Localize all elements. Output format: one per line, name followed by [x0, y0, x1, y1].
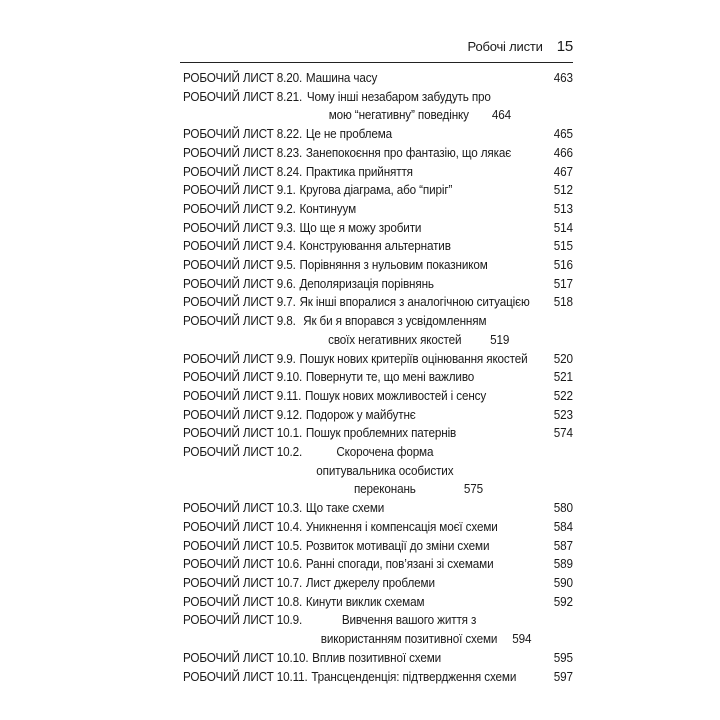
entry-label: РОБОЧИЙ ЛИСТ 9.2. [183, 201, 296, 216]
entry-page-number: 594 [512, 632, 532, 647]
entry-title: Лист джерелу проблеми [305, 575, 435, 590]
toc-entry [183, 387, 573, 406]
toc-entry [183, 293, 573, 312]
entry-label: РОБОЧИЙ ЛИСТ 8.20. [183, 71, 303, 85]
entry-title: Пошук нових можливостей і сенсу [304, 388, 487, 403]
entry-page-number: 575 [463, 482, 484, 497]
entry-label: РОБОЧИЙ ЛИСТ 9.5. [183, 258, 296, 273]
entry-page-number: 519 [490, 332, 510, 347]
entry-label: РОБОЧИЙ ЛИСТ 8.24. [183, 164, 303, 179]
toc-entry [183, 350, 573, 369]
entry-title: Уникнення і компенсація моєї схеми [305, 519, 498, 534]
entry-page-number: 467 [553, 164, 573, 179]
entry-label: РОБОЧИЙ ЛИСТ 8.23. [183, 145, 303, 160]
toc-entry [183, 424, 573, 443]
entry-label: РОБОЧИЙ ЛИСТ 10.9. [183, 613, 303, 628]
toc-entry [183, 555, 573, 574]
toc-entry [183, 406, 573, 425]
entry-page-number: 580 [553, 501, 573, 516]
entry-label: РОБОЧИЙ ЛИСТ 9.1. [183, 183, 296, 198]
entry-label: РОБОЧИЙ ЛИСТ 9.9. [183, 351, 296, 366]
entry-page-number: 514 [553, 220, 573, 235]
toc-entry [183, 219, 573, 238]
entry-page-number: 597 [553, 669, 573, 684]
toc-entry [183, 574, 573, 593]
toc-entry [183, 125, 573, 144]
toc-entry [183, 499, 573, 518]
entry-page-number: 574 [553, 426, 573, 441]
entry-label: РОБОЧИЙ ЛИСТ 10.2. [183, 445, 303, 460]
toc-entry [183, 518, 573, 537]
entry-title: Як би я впорався з усвідомленням своїх негативних якостей [303, 314, 487, 347]
entry-title: Пошук проблемних патернів [305, 426, 457, 441]
entry-label: РОБОЧИЙ ЛИСТ 9.6. [183, 276, 296, 291]
toc-entry [183, 88, 573, 125]
entry-label: РОБОЧИЙ ЛИСТ 10.6. [183, 557, 303, 572]
entry-title: Континуум [299, 201, 357, 216]
entry-page-number: 516 [553, 258, 573, 273]
toc-entry [183, 181, 573, 200]
running-title: Робочі листи [467, 39, 543, 54]
entry-title: Машина часу [305, 71, 378, 85]
toc-entry [183, 537, 573, 556]
entry-title: Повернути те, що мені важливо [305, 370, 475, 385]
entry-label: РОБОЧИЙ ЛИСТ 8.21. [183, 89, 303, 104]
entry-label: РОБОЧИЙ ЛИСТ 10.1. [183, 426, 303, 441]
entry-page-number: 584 [553, 519, 573, 534]
entry-label: РОБОЧИЙ ЛИСТ 10.4. [183, 519, 303, 534]
toc-entry [183, 611, 573, 648]
entry-label: РОБОЧИЙ ЛИСТ 10.5. [183, 538, 303, 553]
entry-title: Пошук нових критеріїв оцінювання якостей [299, 351, 528, 366]
entry-page-number: 517 [553, 276, 573, 291]
entry-label: РОБОЧИЙ ЛИСТ 8.22. [183, 127, 303, 142]
entry-label: РОБОЧИЙ ЛИСТ 10.3. [183, 501, 303, 516]
entry-page-number: 515 [553, 239, 573, 254]
entry-title: Подорож у майбутнє [305, 407, 416, 422]
entry-page-number: 523 [553, 407, 573, 422]
entry-label: РОБОЧИЙ ЛИСТ 10.11. [183, 669, 308, 684]
entry-title: Це не проблема [305, 127, 393, 142]
entry-label: РОБОЧИЙ ЛИСТ 9.10. [183, 370, 303, 385]
entry-page-number: 590 [553, 575, 573, 590]
entry-page-number: 518 [553, 295, 573, 310]
page-number: 15 [556, 38, 573, 55]
toc-entry [183, 200, 573, 219]
entry-label: РОБОЧИЙ ЛИСТ 9.7. [183, 295, 296, 310]
toc-entry [183, 144, 573, 163]
entry-page-number: 595 [553, 650, 573, 665]
entry-label: РОБОЧИЙ ЛИСТ 9.11. [183, 388, 302, 403]
toc-entry [183, 649, 573, 668]
toc-entry [183, 69, 573, 88]
entry-title: Трансценденція: підтвердження схеми [311, 669, 517, 684]
entry-title: Чому інші незабаром забудуть про мою “негативну” поведінку [306, 89, 491, 123]
entry-title: Вивчення вашого життя з використанням позитивної схеми [320, 613, 498, 647]
toc-list [183, 69, 573, 686]
entry-title: Вплив позитивної схеми [312, 650, 442, 665]
toc-entry [183, 275, 573, 294]
entry-label: РОБОЧИЙ ЛИСТ 10.10. [183, 650, 309, 665]
entry-page-number: 522 [553, 388, 573, 403]
toc-entry [183, 593, 573, 612]
entry-page-number: 592 [553, 594, 573, 609]
entry-page-number: 466 [553, 145, 573, 160]
entry-title: Розвиток мотивації до зміни схеми [305, 538, 490, 553]
entry-title: Занепокоєння про фантазію, що лякає [305, 145, 512, 160]
entry-title: Ранні спогади, пов’язані зі схемами [305, 557, 494, 572]
entry-label: РОБОЧИЙ ЛИСТ 10.7. [183, 575, 303, 590]
entry-title: Деполяризація порівнянь [299, 276, 434, 291]
entry-page-number: 521 [553, 370, 573, 385]
toc-entry [183, 443, 573, 499]
entry-title: Що ще я можу зробити [299, 220, 422, 235]
entry-label: РОБОЧИЙ ЛИСТ 9.3. [183, 220, 296, 235]
entry-page-number: 465 [553, 127, 573, 142]
entry-page-number: 513 [553, 201, 573, 216]
running-header [180, 38, 573, 55]
entry-title: Порівняння з нульовим показником [299, 258, 488, 273]
entry-title: Конструювання альтернатив [299, 239, 451, 254]
entry-label: РОБОЧИЙ ЛИСТ 10.8. [183, 594, 303, 609]
toc-entry [183, 312, 573, 349]
entry-page-number: 463 [553, 71, 573, 85]
entry-title: Як інші впоралися з аналогічною ситуацією [299, 295, 530, 310]
header-rule [180, 62, 573, 63]
entry-page-number: 512 [553, 183, 573, 198]
entry-label: РОБОЧИЙ ЛИСТ 9.8. [183, 314, 296, 329]
entry-page-number: 587 [553, 538, 573, 553]
toc-entry [183, 163, 573, 182]
entry-title: Що таке схеми [305, 501, 385, 516]
toc-entry [183, 256, 573, 275]
entry-title: Кругова діаграма, або “пиріг” [299, 183, 453, 198]
entry-page-number: 464 [491, 108, 511, 123]
entry-label: РОБОЧИЙ ЛИСТ 9.12. [183, 407, 303, 422]
entry-label: РОБОЧИЙ ЛИСТ 9.4. [183, 239, 296, 254]
toc-entry [183, 668, 573, 687]
entry-title: Кинути виклик схемам [305, 594, 425, 609]
entry-title: Практика прийняття [305, 164, 413, 179]
entry-title: Скорочена форма опитувальника особистих переконань [316, 445, 454, 497]
entry-page-number: 589 [553, 557, 573, 572]
toc-entry [183, 237, 573, 256]
entry-page-number: 520 [553, 351, 573, 366]
toc-entry [183, 368, 573, 387]
